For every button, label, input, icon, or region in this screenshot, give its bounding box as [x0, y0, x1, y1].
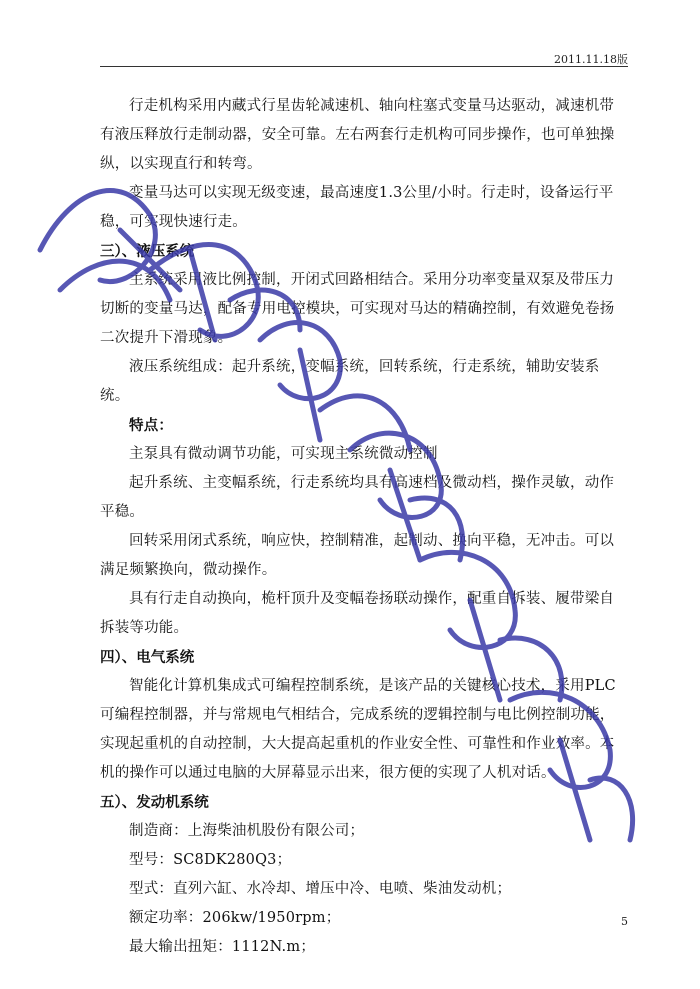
electrical-paragraph-1: 智能化计算机集成式可编程控制系统，是该产品的关键核心技术，采用PLC可编程控制器，并与常规电气相结合，完成系统的逻辑控制与电比例控制功能，实现起重机的自动控制，大大提高起重机的作业安全性、可靠性和作业效率。本机的操作可以通过电脑的大屏幕显示出来，很方便的实现了人机对话。 [100, 678, 616, 781]
engine-manufacturer: 制造商：上海柴油机股份有限公司； [129, 823, 365, 839]
travel-paragraph-1: 行走机构采用内藏式行星齿轮减速机、轴向柱塞式变量马达驱动，减速机带有液压释放行走制动器，安全可靠。左右两套行走机构可同步操作，也可单独操纵，以实现直行和转弯。 [100, 98, 615, 172]
header-version: 2011.11.18版 [554, 53, 628, 66]
feature-item-3: 回转采用闭式系统，响应快，控制精准，起制动、换向平稳，无冲击。可以满足频繁换向，微动操作。 [100, 533, 615, 578]
engine-max-torque: 最大输出扭矩：1112N.m； [129, 939, 316, 955]
feature-item-2: 起升系统、主变幅系统，行走系统均具有高速档及微动档，操作灵敏，动作平稳。 [100, 475, 615, 520]
hydraulic-paragraph-1: 主系统采用液比例控制，开闭式回路相结合。采用分功率变量双泵及带压力切断的变量马达，配备专用电控模块，可实现对马达的精确控制，有效避免卷扬二次提升下滑现象。 [100, 272, 615, 346]
engine-type: 型式：直列六缸、水冷却、增压中冷、电喷、柴油发动机； [129, 881, 512, 897]
page-content [100, 92, 628, 962]
header-divider [100, 66, 628, 67]
engine-rated-power: 额定功率：206kw/1950rpm； [129, 910, 341, 926]
page-number: 5 [621, 915, 628, 928]
hydraulic-paragraph-2: 液压系统组成：起升系统，变幅系统，回转系统，行走系统，辅助安装系统。 [100, 359, 600, 404]
section-heading-engine: 五）、发动机系统 [100, 794, 209, 811]
feature-item-4: 具有行走自动换向，桅杆顶升及变幅卷扬联动操作，配重自拆装、履带梁自拆装等功能。 [100, 591, 615, 636]
engine-model: 型号：SC8DK280Q3； [129, 852, 292, 868]
section-heading-electrical: 四）、电气系统 [100, 649, 195, 666]
feature-item-1: 主泵具有微动调节功能，可实现主系统微动控制 [129, 446, 438, 462]
travel-paragraph-2: 变量马达可以实现无级变速，最高速度1.3公里/小时。行走时，设备运行平稳，可实现快速行走。 [100, 185, 614, 230]
features-label: 特点： [129, 417, 174, 434]
section-heading-hydraulic: 三）、液压系统 [100, 243, 195, 260]
